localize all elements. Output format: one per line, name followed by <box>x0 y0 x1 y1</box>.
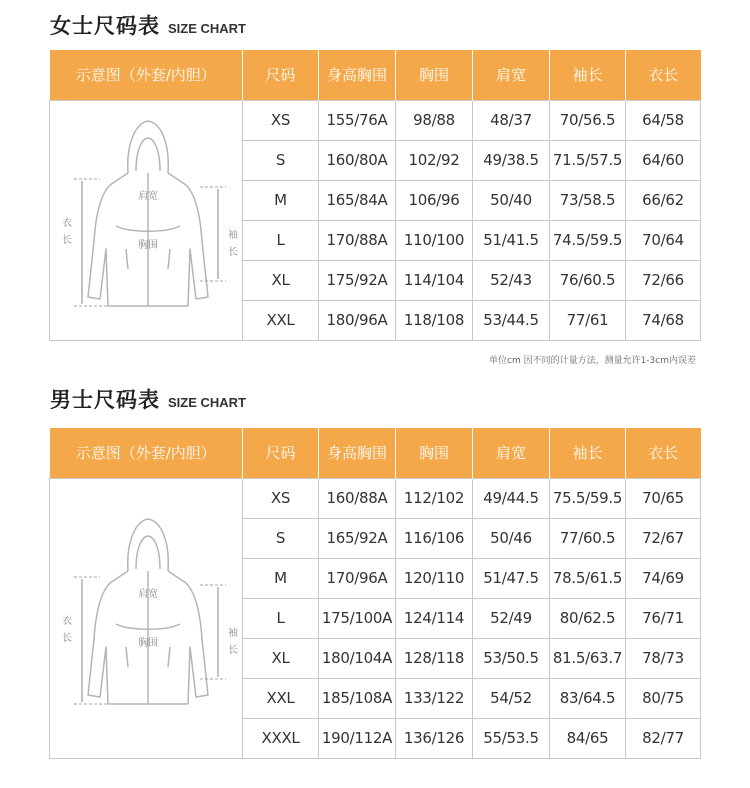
cell-size: M <box>243 558 319 598</box>
cell-length: 72/67 <box>626 518 701 558</box>
header-height-chest: 身高胸围 <box>319 428 396 478</box>
men-size-table <box>49 428 701 759</box>
cell-length: 82/77 <box>626 718 701 758</box>
men-title <box>50 384 246 414</box>
cell-length: 64/60 <box>626 140 701 180</box>
cell-height-chest: 180/96A <box>319 300 396 340</box>
cell-shoulder: 50/40 <box>473 180 550 220</box>
cell-shoulder: 48/37 <box>473 100 550 140</box>
cell-size: M <box>243 180 319 220</box>
header-height-chest: 身高胸围 <box>319 50 396 100</box>
cell-chest: 136/126 <box>396 718 473 758</box>
cell-height-chest: 175/92A <box>319 260 396 300</box>
cell-chest: 133/122 <box>396 678 473 718</box>
cell-shoulder: 51/47.5 <box>473 558 550 598</box>
cell-size: XL <box>243 638 319 678</box>
cell-length: 74/68 <box>626 300 701 340</box>
men-title-en: SIZE CHART <box>168 395 246 410</box>
jacket-outline-icon <box>50 101 243 339</box>
length-label-top: 衣 <box>62 218 72 229</box>
length-label-top: 衣 <box>62 616 72 627</box>
cell-size: XXXL <box>243 718 319 758</box>
jacket-diagram <box>50 478 243 758</box>
women-header-row <box>50 50 701 100</box>
cell-length: 78/73 <box>626 638 701 678</box>
header-sleeve: 袖长 <box>550 50 626 100</box>
cell-length: 74/69 <box>626 558 701 598</box>
men-title-cn: 男士尺码表 <box>50 388 160 412</box>
cell-height-chest: 180/104A <box>319 638 396 678</box>
jacket-diagram <box>50 100 243 340</box>
cell-size: XS <box>243 478 319 518</box>
sleeve-label-top: 袖 <box>228 628 238 639</box>
cell-length: 64/58 <box>626 100 701 140</box>
cell-shoulder: 49/38.5 <box>473 140 550 180</box>
cell-height-chest: 185/108A <box>319 678 396 718</box>
cell-length: 70/65 <box>626 478 701 518</box>
cell-length: 70/64 <box>626 220 701 260</box>
table-row <box>50 100 701 140</box>
cell-sleeve: 83/64.5 <box>550 678 626 718</box>
sleeve-label-top: 袖 <box>228 230 238 241</box>
cell-chest: 106/96 <box>396 180 473 220</box>
cell-size: XL <box>243 260 319 300</box>
cell-sleeve: 77/60.5 <box>550 518 626 558</box>
cell-chest: 112/102 <box>396 478 473 518</box>
cell-length: 80/75 <box>626 678 701 718</box>
women-title <box>50 10 246 40</box>
chest-label: 胸围 <box>138 240 158 251</box>
cell-height-chest: 160/88A <box>319 478 396 518</box>
women-size-table <box>49 50 701 341</box>
cell-height-chest: 175/100A <box>319 598 396 638</box>
cell-chest: 110/100 <box>396 220 473 260</box>
cell-chest: 116/106 <box>396 518 473 558</box>
header-size: 尺码 <box>243 50 319 100</box>
cell-shoulder: 55/53.5 <box>473 718 550 758</box>
header-chest: 胸围 <box>396 428 473 478</box>
cell-length: 66/62 <box>626 180 701 220</box>
cell-size: XS <box>243 100 319 140</box>
cell-shoulder: 54/52 <box>473 678 550 718</box>
cell-height-chest: 160/80A <box>319 140 396 180</box>
cell-sleeve: 80/62.5 <box>550 598 626 638</box>
header-diagram: 示意图（外套/内胆） <box>50 428 243 478</box>
measurement-note: 单位cm 因不同的计量方法，测量允许1-3cm内误差 <box>489 356 696 366</box>
cell-size: L <box>243 220 319 260</box>
cell-chest: 102/92 <box>396 140 473 180</box>
cell-shoulder: 50/46 <box>473 518 550 558</box>
jacket-outline-icon <box>50 479 243 757</box>
cell-chest: 124/114 <box>396 598 473 638</box>
cell-sleeve: 81.5/63.7 <box>550 638 626 678</box>
cell-length: 76/71 <box>626 598 701 638</box>
cell-sleeve: 75.5/59.5 <box>550 478 626 518</box>
cell-shoulder: 52/43 <box>473 260 550 300</box>
cell-size: XXL <box>243 300 319 340</box>
length-label-bottom: 长 <box>62 235 72 246</box>
cell-height-chest: 170/88A <box>319 220 396 260</box>
sleeve-label-bottom: 长 <box>228 247 238 258</box>
men-header-row <box>50 428 701 478</box>
cell-height-chest: 165/84A <box>319 180 396 220</box>
shoulder-label: 肩宽 <box>138 589 158 600</box>
cell-shoulder: 51/41.5 <box>473 220 550 260</box>
cell-size: XXL <box>243 678 319 718</box>
cell-chest: 98/88 <box>396 100 473 140</box>
cell-shoulder: 53/50.5 <box>473 638 550 678</box>
length-label-bottom: 长 <box>62 633 72 644</box>
cell-chest: 120/110 <box>396 558 473 598</box>
cell-sleeve: 71.5/57.5 <box>550 140 626 180</box>
cell-chest: 128/118 <box>396 638 473 678</box>
header-size: 尺码 <box>243 428 319 478</box>
cell-sleeve: 77/61 <box>550 300 626 340</box>
header-chest: 胸围 <box>396 50 473 100</box>
header-length: 衣长 <box>626 428 701 478</box>
chest-label: 胸围 <box>138 638 158 649</box>
cell-shoulder: 49/44.5 <box>473 478 550 518</box>
cell-height-chest: 170/96A <box>319 558 396 598</box>
header-shoulder: 肩宽 <box>473 50 550 100</box>
women-title-en: SIZE CHART <box>168 21 246 36</box>
cell-chest: 114/104 <box>396 260 473 300</box>
header-sleeve: 袖长 <box>550 428 626 478</box>
sleeve-label-bottom: 长 <box>228 645 238 656</box>
header-diagram: 示意图（外套/内胆） <box>50 50 243 100</box>
cell-sleeve: 78.5/61.5 <box>550 558 626 598</box>
cell-height-chest: 190/112A <box>319 718 396 758</box>
cell-sleeve: 73/58.5 <box>550 180 626 220</box>
cell-sleeve: 74.5/59.5 <box>550 220 626 260</box>
cell-chest: 118/108 <box>396 300 473 340</box>
cell-height-chest: 155/76A <box>319 100 396 140</box>
cell-size: S <box>243 140 319 180</box>
cell-shoulder: 52/49 <box>473 598 550 638</box>
cell-sleeve: 76/60.5 <box>550 260 626 300</box>
women-title-cn: 女士尺码表 <box>50 14 160 38</box>
table-row <box>50 478 701 518</box>
cell-length: 72/66 <box>626 260 701 300</box>
cell-size: S <box>243 518 319 558</box>
header-length: 衣长 <box>626 50 701 100</box>
cell-height-chest: 165/92A <box>319 518 396 558</box>
cell-sleeve: 84/65 <box>550 718 626 758</box>
cell-shoulder: 53/44.5 <box>473 300 550 340</box>
shoulder-label: 肩宽 <box>138 191 158 202</box>
header-shoulder: 肩宽 <box>473 428 550 478</box>
cell-size: L <box>243 598 319 638</box>
cell-sleeve: 70/56.5 <box>550 100 626 140</box>
